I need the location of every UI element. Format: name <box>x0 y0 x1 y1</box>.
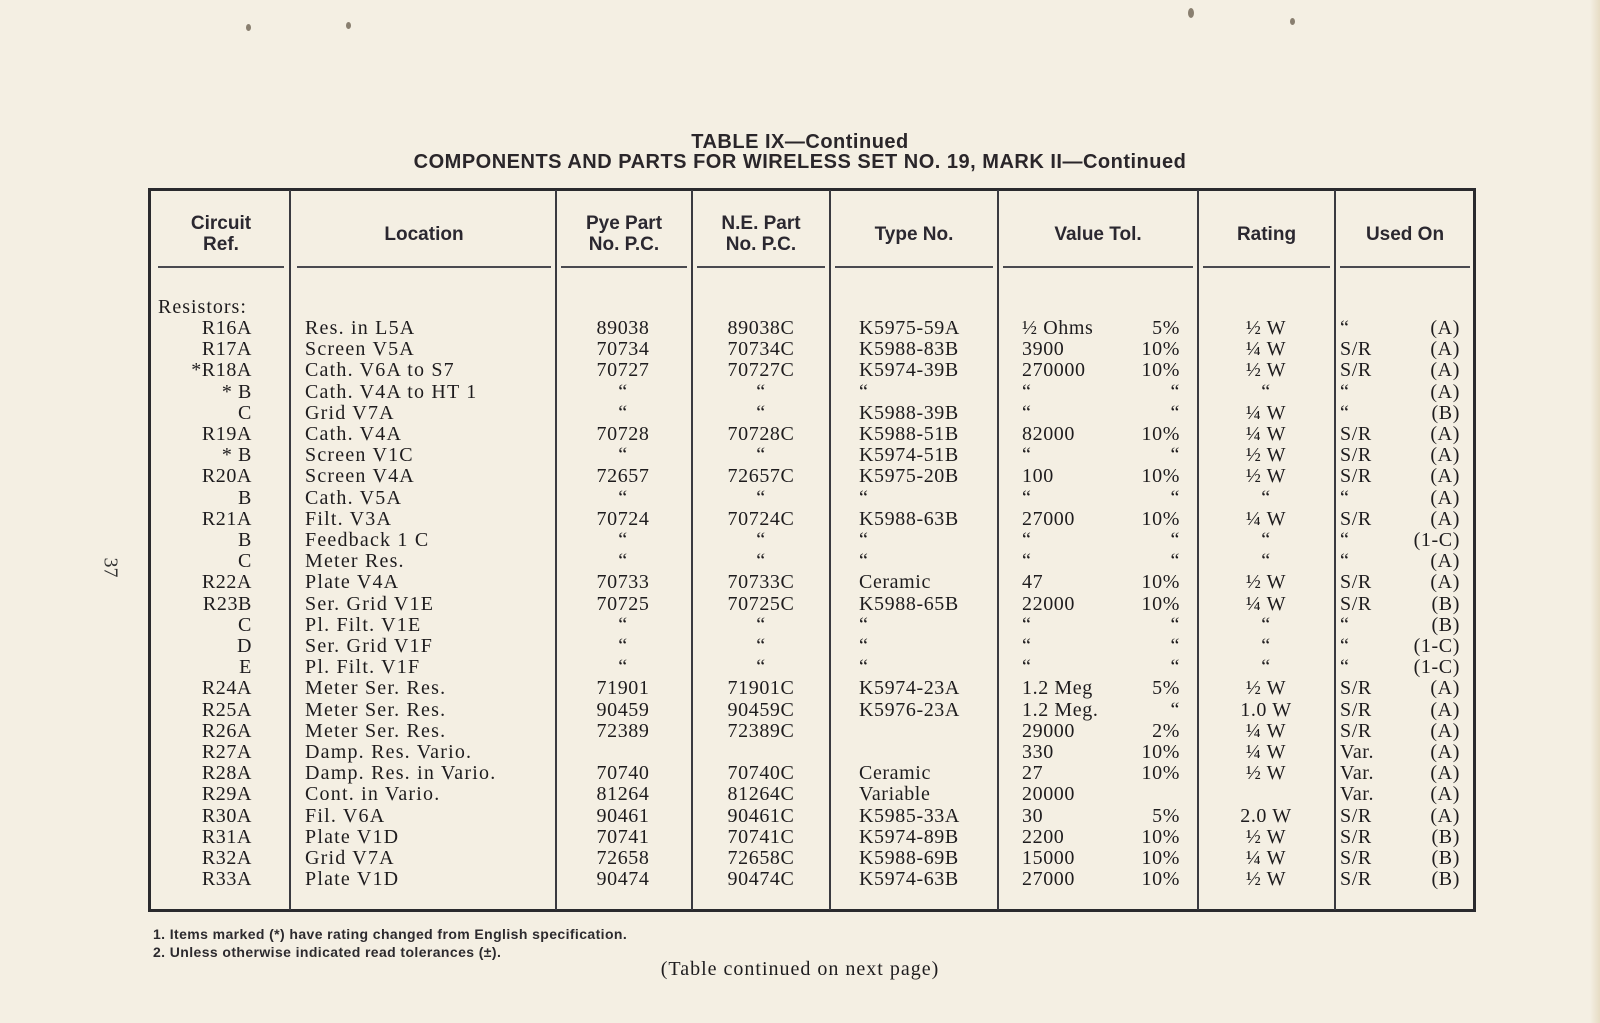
cell-ne-part: 90461C <box>727 805 795 827</box>
cell-rating: ½ W <box>1245 868 1287 890</box>
cell-tolerance: 10% <box>1141 868 1180 890</box>
cell-ne-part: 70727C <box>727 359 795 381</box>
cell-ne-part: 90459C <box>727 699 795 721</box>
cell-value: 3900 <box>1022 338 1065 360</box>
cell-tolerance: “ <box>1170 381 1180 403</box>
cell-ne-part: “ <box>756 550 766 572</box>
cell-rating: “ <box>1261 487 1271 509</box>
header-rule <box>1340 266 1470 268</box>
cell-value: 47 <box>1022 571 1044 593</box>
cell-circuit-ref: B <box>238 529 252 551</box>
cell-circuit-ref: R17A <box>201 338 252 360</box>
cell-used-on-prefix: “ <box>1340 614 1350 636</box>
column-divider <box>997 190 999 910</box>
cell-rating: ¼ W <box>1245 741 1287 763</box>
cell-rating: ¼ W <box>1245 508 1287 530</box>
cell-pye-part: 72658 <box>596 847 650 869</box>
cell-tolerance: 5% <box>1152 677 1180 699</box>
smudge <box>346 22 351 29</box>
cell-used-on: (1-C) <box>1413 656 1460 678</box>
cell-location: Cath. V4A to HT 1 <box>305 381 478 403</box>
cell-used-on: (B) <box>1431 593 1460 615</box>
cell-tolerance: “ <box>1170 444 1180 466</box>
column-divider <box>829 190 831 910</box>
cell-value: “ <box>1022 402 1032 424</box>
cell-ne-part: 89038C <box>727 317 795 339</box>
cell-rating: ¼ W <box>1245 847 1287 869</box>
cell-pye-part: 90459 <box>596 699 650 721</box>
cell-used-on: (B) <box>1431 847 1460 869</box>
cell-type-no: “ <box>859 529 869 551</box>
cell-used-on: (A) <box>1430 699 1460 721</box>
cell-used-on-prefix: S/R <box>1340 508 1372 530</box>
cell-circuit-ref: R31A <box>201 826 252 848</box>
cell-used-on-prefix: S/R <box>1340 847 1372 869</box>
cell-ne-part: 70733C <box>727 571 795 593</box>
cell-used-on-prefix: “ <box>1340 529 1350 551</box>
cell-type-no: Variable <box>859 783 931 805</box>
column-header-pye-part: Pye Part No. P.C. <box>585 213 663 255</box>
cell-used-on-prefix: S/R <box>1340 571 1372 593</box>
cell-location: Cath. V6A to S7 <box>305 359 455 381</box>
cell-used-on-prefix: S/R <box>1340 338 1372 360</box>
cell-location: Feedback 1 C <box>305 529 430 551</box>
cell-rating: “ <box>1261 381 1271 403</box>
cell-circuit-ref: R28A <box>201 762 252 784</box>
cell-value: 30 <box>1022 805 1044 827</box>
cell-used-on: (A) <box>1430 359 1460 381</box>
column-header-value-tol: Value Tol. <box>1054 223 1142 245</box>
cell-type-no: “ <box>859 656 869 678</box>
column-divider <box>555 190 557 910</box>
cell-value: 270000 <box>1022 359 1086 381</box>
cell-tolerance: 10% <box>1141 359 1180 381</box>
cell-type-no: K5988-63B <box>859 508 959 530</box>
cell-pye-part: 70740 <box>596 762 650 784</box>
header-rule <box>1003 266 1193 268</box>
header-rule <box>158 266 284 268</box>
cell-location: Plate V4A <box>305 571 400 593</box>
cell-rating: ¼ W <box>1245 402 1287 424</box>
table-title: TABLE IX—Continued <box>691 131 909 153</box>
cell-circuit-ref: C <box>238 550 252 572</box>
smudge <box>246 24 251 31</box>
cell-location: Pl. Filt. V1E <box>305 614 422 636</box>
cell-used-on-prefix: Var. <box>1340 783 1375 805</box>
group-label-resistors: Resistors: <box>158 296 247 318</box>
cell-tolerance: 10% <box>1141 847 1180 869</box>
cell-circuit-ref: R24A <box>201 677 252 699</box>
cell-value: “ <box>1022 381 1032 403</box>
cell-type-no: K5988-39B <box>859 402 959 424</box>
cell-used-on: (A) <box>1430 317 1460 339</box>
cell-location: Screen V4A <box>305 465 415 487</box>
cell-rating: ¼ W <box>1245 338 1287 360</box>
cell-circuit-ref: R22A <box>201 571 252 593</box>
cell-pye-part: “ <box>618 614 628 636</box>
cell-location: Filt. V3A <box>305 508 393 530</box>
page-number: 37 <box>99 557 122 578</box>
cell-used-on: (A) <box>1430 423 1460 445</box>
cell-used-on-prefix: “ <box>1340 402 1350 424</box>
header-rule <box>561 266 687 268</box>
cell-pye-part: 71901 <box>596 677 650 699</box>
cell-pye-part: “ <box>618 444 628 466</box>
cell-location: Grid V7A <box>305 402 395 424</box>
cell-used-on: (A) <box>1430 741 1460 763</box>
cell-tolerance: 5% <box>1152 805 1180 827</box>
cell-tolerance: 10% <box>1141 571 1180 593</box>
cell-used-on: (B) <box>1431 402 1460 424</box>
cell-type-no: K5988-51B <box>859 423 959 445</box>
cell-ne-part: 72389C <box>727 720 795 742</box>
cell-ne-part: 70728C <box>727 423 795 445</box>
cell-ne-part: 71901C <box>727 677 795 699</box>
cell-circuit-ref: R26A <box>201 720 252 742</box>
cell-rating: “ <box>1261 656 1271 678</box>
header-rule <box>297 266 551 268</box>
cell-pye-part: “ <box>618 635 628 657</box>
cell-used-on: (B) <box>1431 614 1460 636</box>
cell-tolerance: 10% <box>1141 423 1180 445</box>
cell-value: 2200 <box>1022 826 1065 848</box>
cell-used-on: (A) <box>1430 465 1460 487</box>
smudge <box>1188 8 1194 18</box>
cell-type-no: Ceramic <box>859 762 931 784</box>
cell-used-on-prefix: “ <box>1340 656 1350 678</box>
cell-ne-part: “ <box>756 656 766 678</box>
cell-type-no: Ceramic <box>859 571 931 593</box>
cell-rating: “ <box>1261 635 1271 657</box>
cell-tolerance: “ <box>1170 635 1180 657</box>
cell-value: 82000 <box>1022 423 1075 445</box>
cell-pye-part: “ <box>618 550 628 572</box>
cell-type-no: K5974-89B <box>859 826 959 848</box>
cell-location: Meter Ser. Res. <box>305 699 447 721</box>
cell-pye-part: 70728 <box>596 423 650 445</box>
cell-pye-part: “ <box>618 402 628 424</box>
cell-location: Grid V7A <box>305 847 395 869</box>
cell-circuit-ref: R27A <box>201 741 252 763</box>
cell-value: 20000 <box>1022 783 1075 805</box>
cell-type-no: K5974-39B <box>859 359 959 381</box>
cell-rating: ½ W <box>1245 359 1287 381</box>
cell-circuit-ref: E <box>239 656 252 678</box>
cell-used-on-prefix: S/R <box>1340 720 1372 742</box>
cell-type-no: K5976-23A <box>859 699 960 721</box>
cell-tolerance: “ <box>1170 656 1180 678</box>
cell-tolerance: 5% <box>1152 317 1180 339</box>
cell-type-no: “ <box>859 487 869 509</box>
cell-ne-part: “ <box>756 614 766 636</box>
cell-value: 27000 <box>1022 868 1075 890</box>
cell-circuit-ref: D <box>236 635 252 657</box>
footnote-2: 2. Unless otherwise indicated read tolerances (±). <box>153 944 502 960</box>
cell-tolerance: “ <box>1170 529 1180 551</box>
column-header-circuit-ref: Circuit Ref. <box>190 213 252 255</box>
cell-rating: “ <box>1261 550 1271 572</box>
cell-pye-part: 81264 <box>596 783 650 805</box>
cell-ne-part: 70724C <box>727 508 795 530</box>
cell-ne-part: 70725C <box>727 593 795 615</box>
cell-used-on: (A) <box>1430 783 1460 805</box>
cell-ne-part: “ <box>756 381 766 403</box>
continued-note: (Table continued on next page) <box>660 958 940 980</box>
cell-used-on-prefix: S/R <box>1340 868 1372 890</box>
cell-used-on: (1-C) <box>1413 635 1460 657</box>
cell-value: “ <box>1022 444 1032 466</box>
cell-pye-part: 70727 <box>596 359 650 381</box>
cell-pye-part: 70733 <box>596 571 650 593</box>
column-header-ne-part: N.E. Part No. P.C. <box>721 213 801 255</box>
cell-value: ½ Ohms <box>1022 317 1094 339</box>
cell-value: “ <box>1022 656 1032 678</box>
cell-used-on-prefix: S/R <box>1340 359 1372 381</box>
cell-circuit-ref: R21A <box>201 508 252 530</box>
footnote-1: 1. Items marked (*) have rating changed from English specification. <box>153 926 628 942</box>
cell-tolerance: “ <box>1170 550 1180 572</box>
cell-circuit-ref: * B <box>221 444 252 466</box>
cell-circuit-ref: * B <box>221 381 252 403</box>
cell-used-on-prefix: S/R <box>1340 677 1372 699</box>
cell-type-no: K5988-65B <box>859 593 959 615</box>
cell-circuit-ref: C <box>238 614 252 636</box>
cell-value: 29000 <box>1022 720 1075 742</box>
cell-used-on: (1-C) <box>1413 529 1460 551</box>
cell-circuit-ref: *R18A <box>191 359 252 381</box>
cell-location: Cont. in Vario. <box>305 783 441 805</box>
cell-ne-part: “ <box>756 635 766 657</box>
cell-tolerance: “ <box>1170 402 1180 424</box>
cell-ne-part: 72657C <box>727 465 795 487</box>
cell-used-on-prefix: S/R <box>1340 593 1372 615</box>
cell-used-on-prefix: S/R <box>1340 444 1372 466</box>
cell-tolerance: “ <box>1170 699 1180 721</box>
cell-ne-part: 70740C <box>727 762 795 784</box>
cell-pye-part: 90461 <box>596 805 650 827</box>
cell-used-on: (A) <box>1430 762 1460 784</box>
header-rule <box>835 266 993 268</box>
cell-rating: ½ W <box>1245 465 1287 487</box>
cell-circuit-ref: R29A <box>201 783 252 805</box>
cell-rating: “ <box>1261 614 1271 636</box>
cell-circuit-ref: C <box>238 402 252 424</box>
cell-location: Cath. V5A <box>305 487 403 509</box>
cell-circuit-ref: R20A <box>201 465 252 487</box>
cell-pye-part: 90474 <box>596 868 650 890</box>
cell-value: 1.2 Meg <box>1022 677 1093 699</box>
cell-used-on: (A) <box>1430 508 1460 530</box>
cell-used-on: (A) <box>1430 677 1460 699</box>
cell-used-on-prefix: “ <box>1340 317 1350 339</box>
cell-rating: ½ W <box>1245 571 1287 593</box>
cell-type-no: K5974-51B <box>859 444 959 466</box>
column-divider <box>691 190 693 910</box>
cell-pye-part: 70734 <box>596 338 650 360</box>
cell-ne-part: 70741C <box>727 826 795 848</box>
cell-used-on: (A) <box>1430 571 1460 593</box>
smudge <box>1290 18 1295 25</box>
cell-used-on-prefix: “ <box>1340 635 1350 657</box>
cell-tolerance: 2% <box>1152 720 1180 742</box>
cell-type-no: “ <box>859 635 869 657</box>
cell-used-on: (A) <box>1430 720 1460 742</box>
column-header-type-no: Type No. <box>874 223 954 245</box>
cell-used-on-prefix: “ <box>1340 487 1350 509</box>
cell-location: Plate V1D <box>305 868 400 890</box>
cell-circuit-ref: R30A <box>201 805 252 827</box>
cell-rating: ½ W <box>1245 826 1287 848</box>
cell-location: Screen V5A <box>305 338 415 360</box>
cell-used-on-prefix: Var. <box>1340 762 1375 784</box>
cell-used-on: (A) <box>1430 550 1460 572</box>
cell-value: “ <box>1022 614 1032 636</box>
cell-type-no: K5974-63B <box>859 868 959 890</box>
cell-rating: 2.0 W <box>1240 805 1292 827</box>
cell-tolerance: 10% <box>1141 826 1180 848</box>
cell-circuit-ref: B <box>238 487 252 509</box>
column-header-location: Location <box>384 223 464 245</box>
cell-value: 100 <box>1022 465 1054 487</box>
cell-circuit-ref: R25A <box>201 699 252 721</box>
cell-rating: ½ W <box>1245 677 1287 699</box>
cell-used-on-prefix: S/R <box>1340 805 1372 827</box>
cell-ne-part: 70734C <box>727 338 795 360</box>
cell-used-on-prefix: S/R <box>1340 826 1372 848</box>
cell-rating: ½ W <box>1245 762 1287 784</box>
cell-used-on: (B) <box>1431 826 1460 848</box>
cell-location: Meter Ser. Res. <box>305 677 447 699</box>
cell-value: 330 <box>1022 741 1054 763</box>
cell-rating: “ <box>1261 529 1271 551</box>
cell-type-no: K5974-23A <box>859 677 960 699</box>
cell-rating: ¼ W <box>1245 423 1287 445</box>
cell-type-no: K5985-33A <box>859 805 960 827</box>
cell-location: Meter Res. <box>305 550 405 572</box>
cell-location: Damp. Res. Vario. <box>305 741 473 763</box>
cell-tolerance: 10% <box>1141 762 1180 784</box>
cell-type-no: K5988-83B <box>859 338 959 360</box>
cell-value: “ <box>1022 550 1032 572</box>
cell-ne-part: “ <box>756 444 766 466</box>
cell-location: Res. in L5A <box>305 317 416 339</box>
cell-location: Ser. Grid V1F <box>305 635 434 657</box>
cell-pye-part: “ <box>618 656 628 678</box>
cell-rating: ½ W <box>1245 444 1287 466</box>
cell-value: 27000 <box>1022 508 1075 530</box>
column-header-rating: Rating <box>1236 223 1297 245</box>
cell-used-on: (A) <box>1430 444 1460 466</box>
column-divider <box>1334 190 1336 910</box>
cell-ne-part: 72658C <box>727 847 795 869</box>
cell-value: “ <box>1022 487 1032 509</box>
cell-location: Plate V1D <box>305 826 400 848</box>
cell-type-no: K5988-69B <box>859 847 959 869</box>
cell-pye-part: 72389 <box>596 720 650 742</box>
cell-value: “ <box>1022 529 1032 551</box>
cell-value: 27 <box>1022 762 1044 784</box>
cell-used-on: (A) <box>1430 381 1460 403</box>
cell-used-on: (A) <box>1430 487 1460 509</box>
cell-circuit-ref: R32A <box>201 847 252 869</box>
cell-tolerance: “ <box>1170 487 1180 509</box>
cell-tolerance: 10% <box>1141 593 1180 615</box>
cell-tolerance: 10% <box>1141 338 1180 360</box>
cell-circuit-ref: R16A <box>201 317 252 339</box>
cell-value: 22000 <box>1022 593 1075 615</box>
cell-location: Ser. Grid V1E <box>305 593 435 615</box>
cell-used-on-prefix: S/R <box>1340 423 1372 445</box>
cell-rating: 1.0 W <box>1240 699 1292 721</box>
cell-location: Damp. Res. in Vario. <box>305 762 497 784</box>
cell-used-on: (A) <box>1430 805 1460 827</box>
column-header-used-on: Used On <box>1365 223 1445 245</box>
table-subtitle: COMPONENTS AND PARTS FOR WIRELESS SET NO. 19, MARK II—Continued <box>413 151 1187 173</box>
cell-location: Pl. Filt. V1F <box>305 656 421 678</box>
cell-ne-part: “ <box>756 487 766 509</box>
cell-value: “ <box>1022 635 1032 657</box>
cell-pye-part: “ <box>618 529 628 551</box>
cell-circuit-ref: R19A <box>201 423 252 445</box>
cell-used-on-prefix: “ <box>1340 381 1350 403</box>
cell-ne-part: 90474C <box>727 868 795 890</box>
header-rule <box>697 266 825 268</box>
cell-value: 1.2 Meg. <box>1022 699 1099 721</box>
cell-pye-part: 70741 <box>596 826 650 848</box>
cell-ne-part: “ <box>756 402 766 424</box>
cell-location: Fil. V6A <box>305 805 386 827</box>
cell-used-on-prefix: “ <box>1340 550 1350 572</box>
cell-ne-part: “ <box>756 529 766 551</box>
cell-type-no: K5975-59A <box>859 317 960 339</box>
cell-location: Cath. V4A <box>305 423 403 445</box>
cell-type-no: “ <box>859 614 869 636</box>
cell-location: Screen V1C <box>305 444 414 466</box>
cell-tolerance: “ <box>1170 614 1180 636</box>
cell-circuit-ref: R23B <box>202 593 252 615</box>
cell-pye-part: 72657 <box>596 465 650 487</box>
cell-type-no: “ <box>859 550 869 572</box>
cell-location: Meter Ser. Res. <box>305 720 447 742</box>
cell-rating: ¼ W <box>1245 720 1287 742</box>
cell-ne-part: 81264C <box>727 783 795 805</box>
cell-used-on-prefix: S/R <box>1340 699 1372 721</box>
column-divider <box>289 190 291 910</box>
cell-pye-part: 70725 <box>596 593 650 615</box>
cell-used-on: (A) <box>1430 338 1460 360</box>
cell-type-no: “ <box>859 381 869 403</box>
cell-value: 15000 <box>1022 847 1075 869</box>
header-rule <box>1203 266 1330 268</box>
cell-tolerance: 10% <box>1141 465 1180 487</box>
cell-used-on: (B) <box>1431 868 1460 890</box>
cell-pye-part: “ <box>618 381 628 403</box>
cell-pye-part: 70724 <box>596 508 650 530</box>
cell-used-on-prefix: Var. <box>1340 741 1375 763</box>
cell-circuit-ref: R33A <box>201 868 252 890</box>
cell-rating: ½ W <box>1245 317 1287 339</box>
cell-pye-part: 89038 <box>596 317 650 339</box>
column-divider <box>1197 190 1199 910</box>
cell-type-no: K5975-20B <box>859 465 959 487</box>
cell-rating: ¼ W <box>1245 593 1287 615</box>
cell-used-on-prefix: S/R <box>1340 465 1372 487</box>
cell-tolerance: 10% <box>1141 741 1180 763</box>
cell-pye-part: “ <box>618 487 628 509</box>
cell-tolerance: 10% <box>1141 508 1180 530</box>
